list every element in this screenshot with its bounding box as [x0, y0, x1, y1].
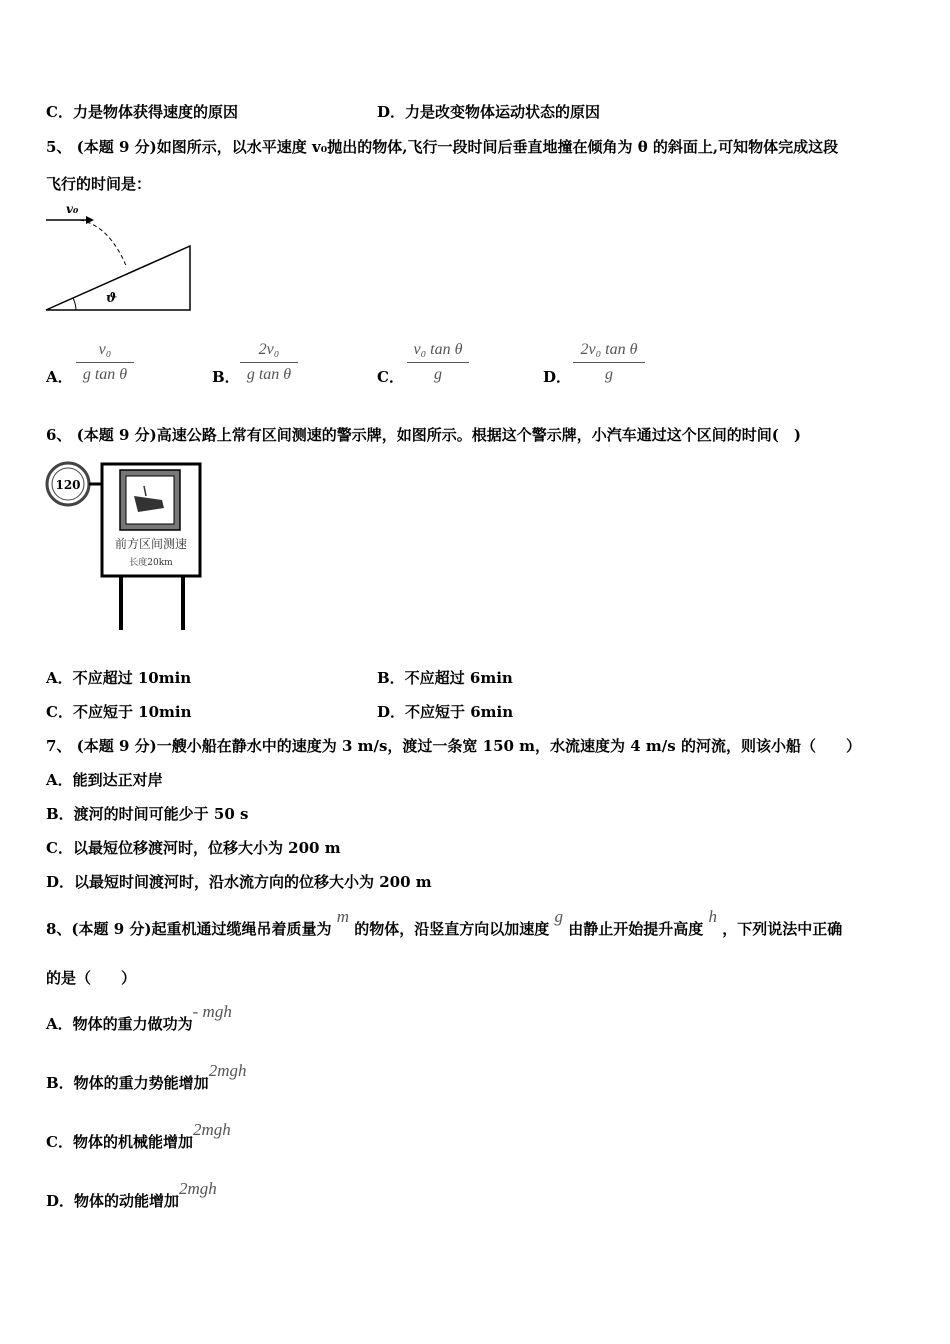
- q7-option-d: D．以最短时间渡河时，沿水流方向的位移大小为 200 m: [46, 873, 432, 891]
- q6-speed-limit: 120: [55, 478, 81, 492]
- q8-option-a-text: A．物体的重力做功为: [46, 1015, 193, 1033]
- q4-option-c: C．力是物体获得速度的原因: [46, 103, 238, 121]
- q6-sign-text1: 前方区间测速: [114, 537, 188, 551]
- q6-figure-sign: [44, 458, 206, 634]
- q5-option-d-fraction: [573, 340, 645, 385]
- q5-option-d-den: g: [605, 366, 613, 383]
- q8-stem-line2: 的是（ ）: [46, 969, 137, 987]
- q7-option-a: A．能到达正对岸: [46, 771, 163, 789]
- q6-sign-text2: 长度20km: [129, 558, 173, 568]
- q5-option-a-num: v₀: [98, 341, 112, 358]
- q8-option-c-text: C．物体的机械能增加: [46, 1133, 193, 1151]
- q5-option-c-den: g: [434, 366, 442, 383]
- q8-var-m: m: [336, 907, 350, 926]
- q8-var-g: g: [554, 907, 564, 926]
- q5-option-c-fraction: [407, 340, 469, 385]
- q5-option-d-num: 2v₀ tan θ: [580, 341, 638, 358]
- q5-stem-line2: 飞行的时间是：: [46, 175, 152, 193]
- q5-stem-line1: 5、 (本题 9 分)如图所示，以水平速度 v₀抛出的物体,飞行一段时间后垂直地撞在倾角为 θ 的斜面上,可知物体完成这段: [46, 138, 839, 156]
- q8-option-d: [46, 1179, 217, 1211]
- q5-option-b-label: B．: [212, 368, 240, 386]
- q8-option-d-expr: 2mgh: [179, 1179, 217, 1198]
- q5-option-a-den: g tan θ: [82, 366, 128, 383]
- q8-option-a: [46, 1002, 232, 1034]
- q5-v0-label: v₀: [66, 202, 79, 216]
- q5-option-b-num: 2v₀: [258, 341, 280, 358]
- q6-option-a: A．不应超过 10min: [46, 669, 192, 687]
- q5-option-b-fraction: [240, 340, 298, 385]
- q7-stem: 7、 (本题 9 分)一艘小船在静水中的速度为 3 m/s，渡过一条宽 150 m，水流速度为 4 m/s 的河流，则该小船（ ）: [46, 737, 861, 755]
- q7-option-b: B．渡河的时间可能少于 50 s: [46, 805, 249, 823]
- q8-option-b-expr: 2mgh: [208, 1061, 247, 1080]
- q4-option-d: D．力是改变物体运动状态的原因: [377, 103, 601, 121]
- q5-angle-label: ϑ: [106, 291, 118, 306]
- q6-option-d: D．不应短于 6min: [377, 703, 514, 721]
- q6-option-c: C．不应短于 10min: [46, 703, 192, 721]
- q5-figure-incline: [40, 198, 200, 318]
- q8-stem-part3: 由静止开始提升高度: [568, 920, 704, 938]
- q8-option-d-text: D．物体的动能增加: [46, 1192, 180, 1210]
- q8-stem-part2: 的物体，沿竖直方向以加速度: [354, 920, 550, 938]
- q8-option-b: [46, 1061, 247, 1093]
- q8-stem-part1: 8、(本题 9 分)起重机通过缆绳吊着质量为: [46, 920, 332, 938]
- q8-option-c: [46, 1120, 231, 1152]
- q5-option-b-den: g tan θ: [246, 366, 292, 383]
- q5-option-a-fraction: [76, 340, 134, 385]
- q8-var-h: h: [708, 907, 717, 926]
- q5-option-c-label: C．: [377, 368, 404, 386]
- q6-stem: 6、 (本题 9 分)高速公路上常有区间测速的警示牌，如图所示。根据这个警示牌，小汽车通过这个区间的时间( ): [46, 426, 801, 444]
- q5-option-a-label: A．: [46, 368, 73, 386]
- q8-option-c-expr: 2mgh: [192, 1120, 231, 1139]
- q8-option-a-expr: - mgh: [192, 1002, 232, 1021]
- q6-option-b: B．不应超过 6min: [377, 669, 513, 687]
- q8-option-b-text: B．物体的重力势能增加: [46, 1074, 209, 1092]
- q8-stem-line1: [46, 907, 843, 939]
- q7-option-c: C．以最短位移渡河时，位移大小为 200 m: [46, 839, 341, 857]
- q5-option-d-label: D．: [543, 368, 572, 386]
- q5-option-c-num: v₀ tan θ: [413, 341, 463, 358]
- q8-stem-part4: ，下列说法中正确: [722, 920, 843, 938]
